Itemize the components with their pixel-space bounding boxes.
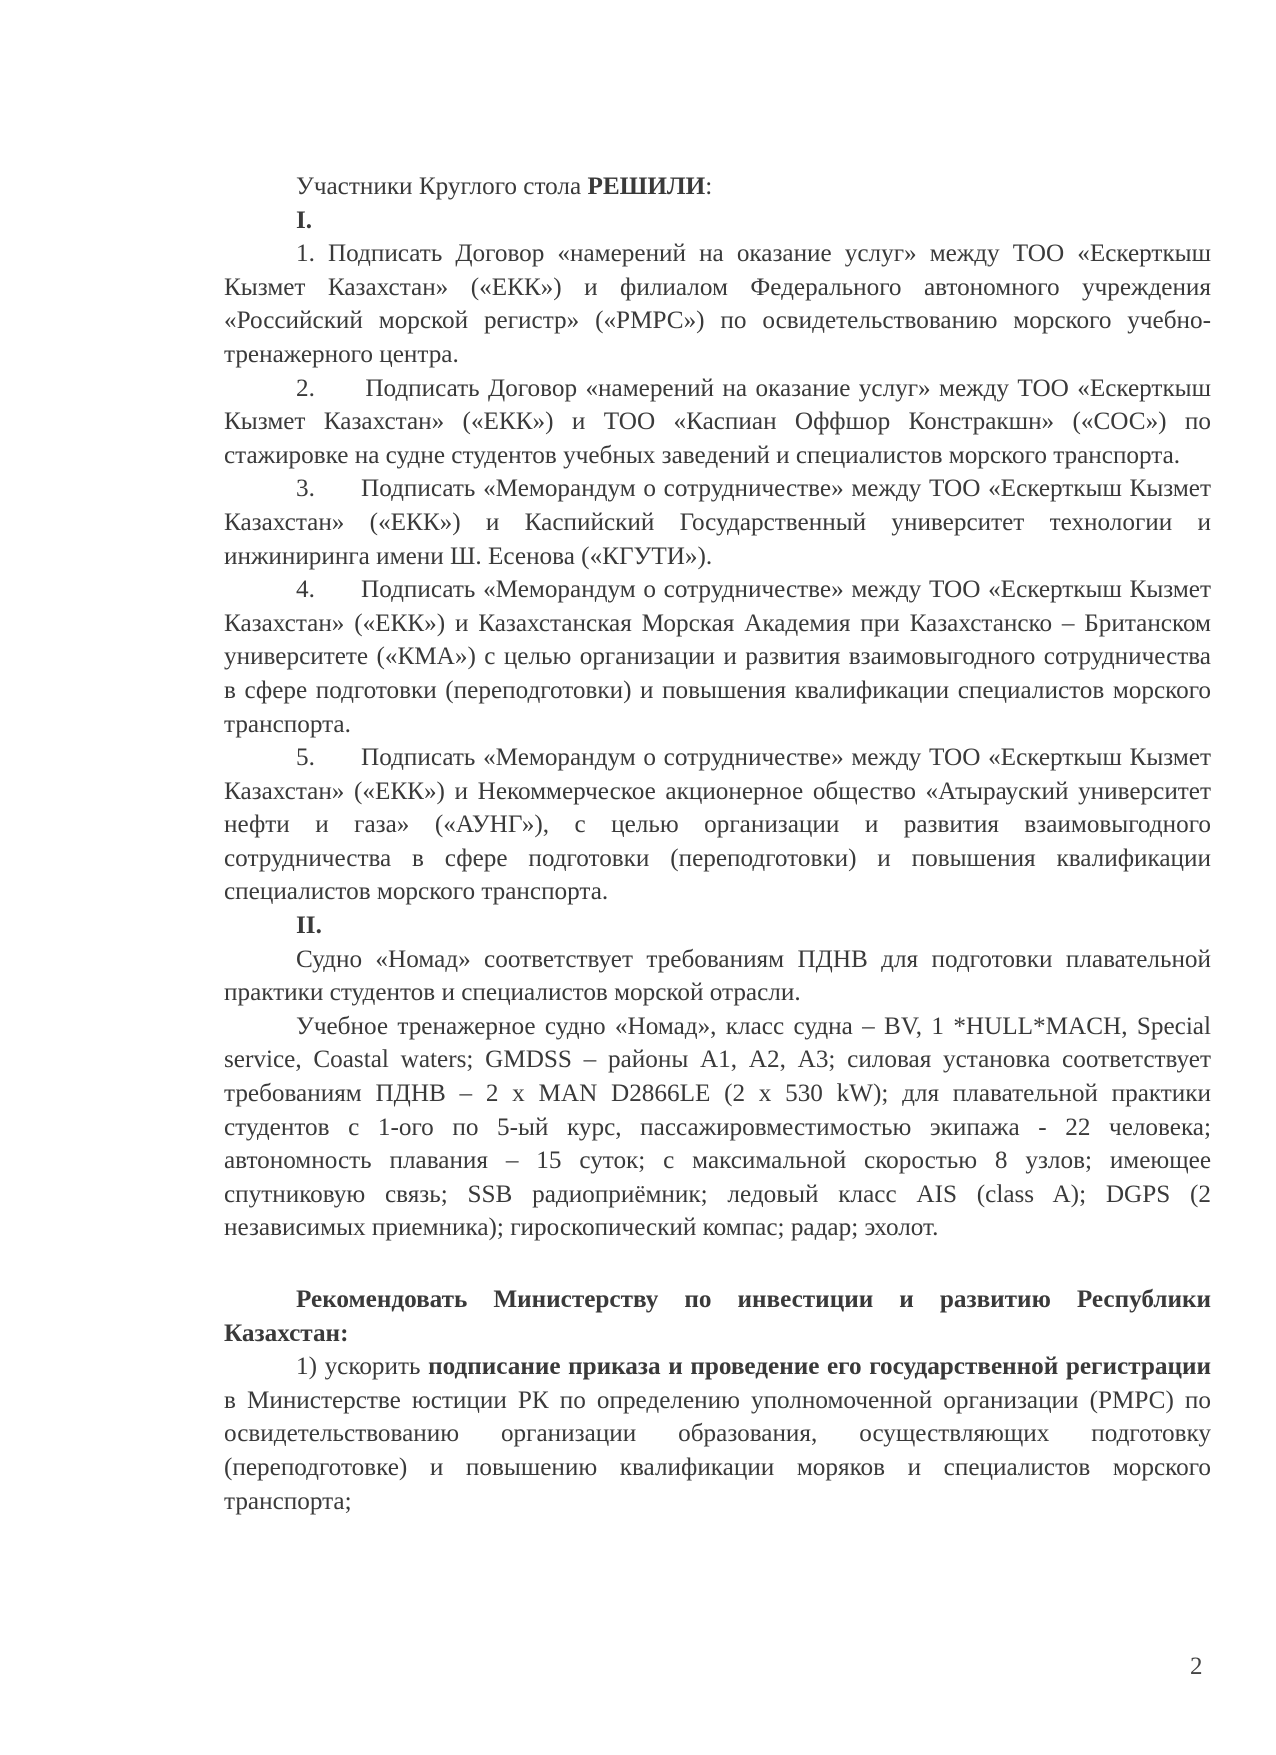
- paragraph-spacer: [224, 1245, 1211, 1279]
- recommendation-item-emphasis: подписание приказа и проведение его государственной регистрации: [428, 1353, 1211, 1381]
- intro-decided: РЕШИЛИ: [587, 173, 706, 200]
- section-one-heading: I.: [296, 206, 313, 234]
- section-two-paragraph-1: Судно «Номад» соответствует требованиям ПДНВ для подготовки плавательной практики студентов и специалистов морской отрасли.: [224, 945, 1211, 1007]
- document-body: [224, 170, 1218, 1518]
- decision-item-2: 2. Подписать Договор «намерений на оказание услуг» между ТОО «Ескерткыш Кызмет Казахстан» («ЕКК») и ТОО «Каспиан Оффшор Констракшн» («СОС») по стажировке на судне студентов учебных заведений и специалистов морского транспорта.: [224, 374, 1218, 469]
- section-two-paragraph-2: Учебное тренажерное судно «Номад», класс судна – BV, 1 *HULL*MACH, Special service, Coastal waters; GMDSS – районы А1, А2, А3; силовая установка соответствует требованиям ПДНВ – 2 x MAN D2866LE (2 x 530 kW); для плавательной практики студентов с 1-ого по 5-ый курс, пассажировместимостью экипажа - 22 человека; автономность плавания – 15 суток; с максимальной скоростью 8 узлов; имеющее спутниковую связь; SSB радиоприёмник; ледовый класс AIS (class A); DGPS (2 независимых приемника); гироскопический компас; радар; эхолот.: [224, 1012, 1211, 1242]
- recommendation-item-prefix: 1) ускорить: [296, 1353, 429, 1381]
- page-number: 2: [1190, 1653, 1203, 1680]
- intro-line: [224, 170, 1211, 204]
- intro-colon: :: [705, 173, 713, 200]
- section-two-heading: II.: [296, 912, 322, 940]
- decision-item-4: 4. Подписать «Меморандум о сотрудничестве» между ТОО «Ескерткыш Кызмет Казахстан» («ЕКК») и Казахстанская Морская Академия при Казахстанско – Британском университете («КМА») с целью организации и развития взаимовыгодного сотрудничества в сфере подготовки (переподготовки) и повышения квалификации специалистов морского транспорта.: [224, 576, 1218, 738]
- decision-item-3: 3. Подписать «Меморандум о сотрудничестве» между ТОО «Ескерткыш Кызмет Казахстан» («ЕКК») и Каспийский Государственный университет технологии и инжиниринга имени Ш. Есенова («КГУТИ»).: [224, 475, 1218, 570]
- decision-item-1: 1. Подписать Договор «намерений на оказание услуг» между ТОО «Ескерткыш Кызмет Казахстан» («ЕКК») и филиалом Федерального автономного учреждения «Российский морской регистр» («РМРС») по освидетельствованию морского учебно-тренажерного центра.: [224, 240, 1211, 368]
- recommendation-item-1: [224, 1350, 1211, 1518]
- recommendation-item-suffix: в Министерстве юстиции РК по определению уполномоченной организации (РМРС) по освидетельствованию организации образования, осуществляющих подготовку (переподготовке) и повышению квалификации моряков и специалистов морского транспорта;: [224, 1386, 1211, 1515]
- intro-prefix: Участники Круглого стола: [296, 173, 588, 200]
- recommendation-heading: Рекомендовать Министерству по инвестиции и развитию Республики Казахстан:: [224, 1286, 1211, 1347]
- decision-item-5: 5. Подписать «Меморандум о сотрудничестве» между ТОО «Ескерткыш Кызмет Казахстан» («ЕКК») и Некоммерческое акционерное общество «Атырауский университет нефти и газа» («АУНГ»), с целью организации и развития взаимовыгодного сотрудничества в сфере подготовки (переподготовки) и повышения квалификации специалистов морского транспорта.: [224, 744, 1218, 906]
